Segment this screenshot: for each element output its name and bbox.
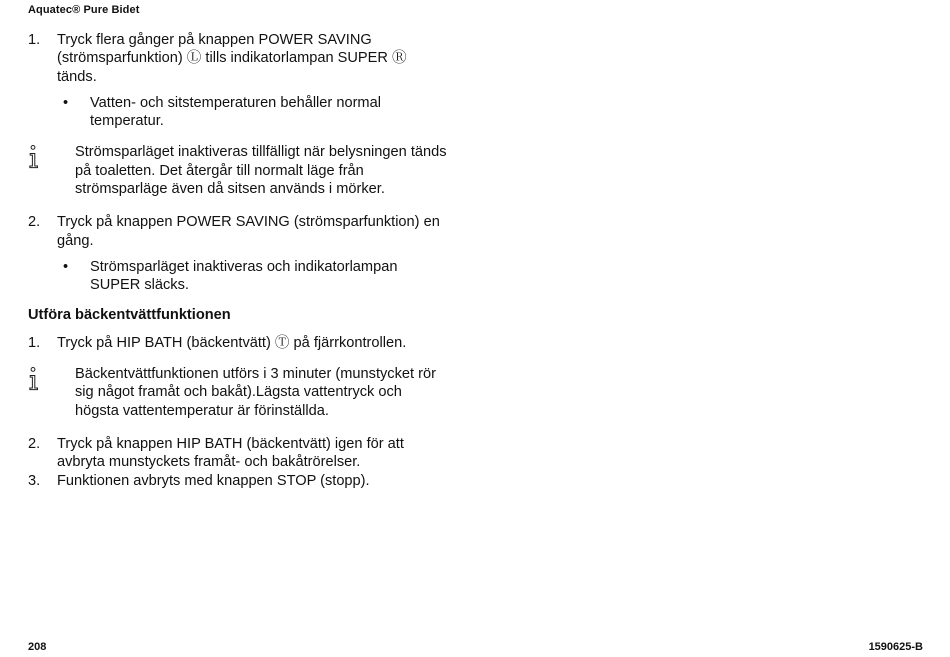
note-1 [28,143,448,198]
info-icon-graphic [28,145,40,169]
step-text: Funktionen avbryts med knappen STOP (stopp). [57,472,370,489]
section-heading: Utföra bäckentvättfunktionen [28,306,231,323]
note-text: Bäckentvättfunktionen utförs i 3 minuter (munstycket rör sig något framåt och bakåt).Lägsta vattentryck och högsta vattentemperatur är förinställda. [75,366,436,419]
main-content [28,31,448,490]
note-2 [28,365,448,420]
step-number: 1. [28,334,41,351]
hip-step-1 [28,334,448,352]
step-text: Tryck på knappen HIP BATH (bäckentvätt) igen för att avbryta munstyckets framåt- och bakåtrörelser. [57,436,404,471]
step-text: Tryck på HIP BATH (bäckentvätt) Ⓣ på fjärrkontrollen. [57,334,407,351]
bullet-dot: • [63,94,69,111]
step-number: 1. [28,32,41,48]
step-number: 3. [28,472,41,489]
step-text: Tryck flera gånger på knappen POWER SAVING (strömsparfunktion) Ⓛ tills indikatorlampan SUPER Ⓡ tänds. [57,32,407,85]
step-2 [28,213,448,250]
bullet-dot: • [63,258,69,275]
info-icon-graphic [28,367,40,391]
bullet-item [63,258,448,295]
step-number: 2. [28,436,41,453]
document-code: 1590625-B [868,641,923,653]
document-header: Aquatec® Pure Bidet [28,4,140,16]
bullet-text: Strömsparläget inaktiveras och indikatorlampan SUPER släcks. [90,258,398,294]
step-number: 2. [28,214,41,231]
info-icon [28,143,75,174]
hip-step-2 [28,435,448,472]
info-icon [28,365,75,396]
hip-step-3 [28,472,448,490]
bullet-item [63,94,448,131]
page-number: 208 [28,641,47,653]
step-1 [28,31,448,86]
step-text: Tryck på knappen POWER SAVING (strömsparfunktion) en gång. [57,214,440,249]
bullet-text: Vatten- och sitstemperaturen behåller normal temperatur. [90,94,381,130]
note-text: Strömsparläget inaktiveras tillfälligt när belysningen tänds på toaletten. Det återgår till normalt läge från strömsparläge även då sitsen används i mörker. [75,144,447,198]
